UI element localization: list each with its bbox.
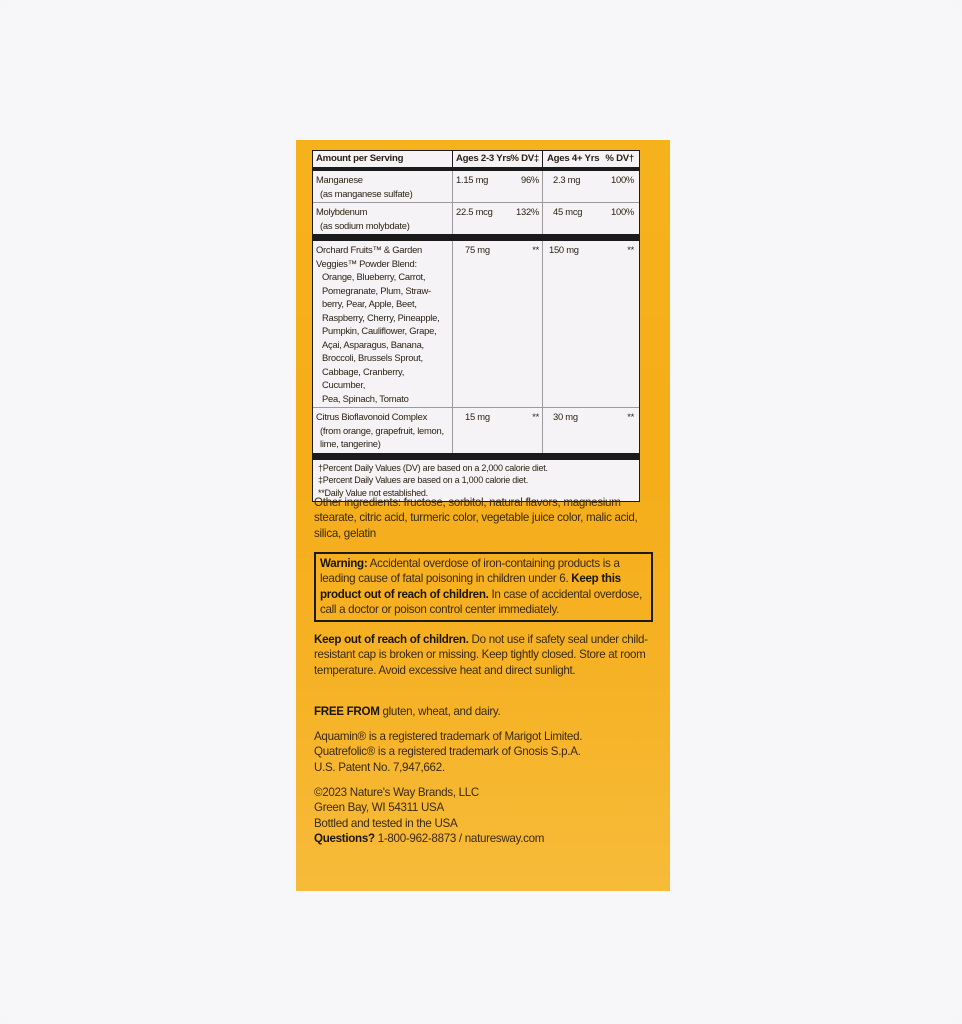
- other-ingredients: Other ingredients: fructose, sorbitol, natural flavors, magnesium stearate, citric acid, turmeric color, vegetable juice color, malic acid, silica, gelatin: [314, 496, 638, 540]
- amount-2-3: 22.5 mcg: [456, 206, 493, 217]
- company-line: Green Bay, WI 54311 USA: [314, 801, 444, 815]
- table-row: [313, 202, 639, 234]
- table-row: [313, 241, 639, 407]
- list-item: berry, Pear, Apple, Beet,: [322, 298, 417, 309]
- citrus-source: lime, tangerine): [320, 438, 381, 449]
- footnote: **Daily Value not established.: [318, 487, 428, 498]
- free-from-label: FREE FROM: [314, 705, 380, 718]
- storage-instructions: [314, 632, 650, 678]
- list-item: Açai, Asparagus, Banana,: [322, 338, 424, 350]
- warning-box: [314, 552, 653, 622]
- keep-out-label: Keep out of reach of children.: [314, 633, 469, 646]
- supplement-facts-table: [312, 150, 640, 502]
- amount-2-3: 1.15 mg: [456, 174, 489, 185]
- footnote: †Percent Daily Values (DV) are based on a 2,000 calorie diet.: [318, 462, 548, 473]
- contact-info: 1-800-962-8873 / naturesway.com: [374, 832, 545, 846]
- citrus-name: Citrus Bioflavonoid Complex: [316, 411, 428, 422]
- dv-4-plus: 100%: [611, 174, 634, 185]
- amount-4-plus: 30 mg: [553, 411, 578, 422]
- trademarks: [314, 729, 650, 775]
- blend-name: Orchard Fruits™ & Garden: [316, 244, 423, 255]
- footnote: ‡Percent Daily Values are based on a 1,000 calorie diet.: [318, 475, 528, 485]
- nutrient-name: Molybdenum: [316, 206, 368, 217]
- dv-2-3: **: [503, 241, 543, 407]
- list-item: Broccoli, Brussels Sprout,: [322, 352, 423, 363]
- trademark-line: Quatrefolic® is a registered trademark of Gnosis S.p.A.: [314, 745, 581, 759]
- header-ages-4-plus: Ages 4+ Yrs: [547, 153, 600, 165]
- amount-4-plus: 150 mg: [549, 244, 579, 255]
- free-from: [314, 704, 650, 719]
- citrus-source: (from orange, grapefruit, lemon,: [320, 424, 444, 436]
- nutrient-source: (as manganese sulfate): [320, 187, 413, 199]
- dv-2-3: 132%: [503, 203, 543, 234]
- list-item: Orange, Blueberry, Carrot,: [322, 271, 426, 282]
- amount-4-plus: 2.3 mg: [553, 174, 581, 185]
- warning-text: In case of accidental overdose, call a doctor or poison control center immediately.: [320, 587, 642, 617]
- trademark-line: U.S. Patent No. 7,947,662.: [314, 760, 445, 774]
- header-dv-2: % DV†: [605, 153, 634, 165]
- list-item: Pumpkin, Cauliflower, Grape,: [322, 325, 437, 336]
- amount-2-3: 15 mg: [465, 411, 490, 422]
- nutrient-name: Manganese: [316, 174, 363, 185]
- table-row: [313, 171, 639, 202]
- supplement-label: [296, 140, 670, 891]
- storage-text: Do not use if safety seal under child-resistant cap is broken or missing. Keep tightly closed. Store at room temperature. Avoid excessive heat and direct sunlight.: [314, 633, 648, 677]
- dv-4-plus: **: [627, 244, 634, 255]
- dv-4-plus: **: [627, 411, 634, 422]
- blend-ingredients: [316, 270, 449, 405]
- list-item: Cabbage, Cranberry, Cucumber,: [322, 365, 405, 390]
- dv-2-3: **: [503, 408, 543, 453]
- list-item: Raspberry, Cherry, Pineapple,: [322, 311, 440, 323]
- header-ages-2-3: Ages 2-3 Yrs: [456, 153, 511, 165]
- blend-name: Veggies™ Powder Blend:: [316, 257, 417, 269]
- list-item: Pea, Spinach, Tomato: [322, 392, 409, 404]
- warning-text: Accidental overdose of iron-containing products is a leading cause of fatal poisoning in children under 6.: [320, 557, 620, 586]
- warning-label: Warning:: [320, 557, 368, 570]
- amount-2-3: 75 mg: [465, 244, 490, 255]
- amount-4-plus: 45 mcg: [553, 206, 583, 217]
- facts-footnotes: [313, 453, 639, 502]
- nutrient-source: (as sodium molybdate): [320, 219, 410, 231]
- facts-header: [313, 151, 639, 171]
- trademark-line: Aquamin® is a registered trademark of Marigot Limited.: [314, 730, 583, 743]
- questions-line: [314, 831, 650, 846]
- header-dv-1: % DV‡: [503, 150, 543, 168]
- section-divider: [313, 234, 639, 241]
- header-amount-per-serving: Amount per Serving: [313, 150, 453, 168]
- company-info: [314, 785, 650, 847]
- company-line: Bottled and tested in the USA: [314, 816, 458, 830]
- table-row: [313, 407, 639, 453]
- dv-4-plus: 100%: [611, 206, 634, 217]
- questions-label: Questions?: [314, 832, 375, 846]
- list-item: Pomegranate, Plum, Straw-: [322, 284, 431, 296]
- warning-keep-out: Keep this product out of reach of children.: [320, 572, 621, 601]
- dv-2-3: 96%: [503, 171, 543, 202]
- company-line: ©2023 Nature's Way Brands, LLC: [314, 786, 480, 799]
- free-from-text: gluten, wheat, and dairy.: [379, 705, 501, 718]
